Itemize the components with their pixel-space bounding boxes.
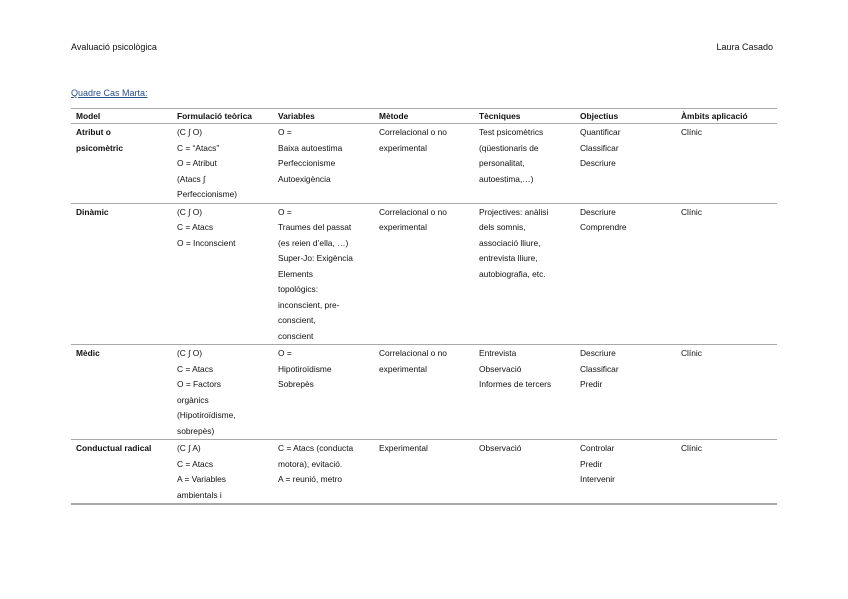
cell-line: Atribut o: [76, 127, 111, 137]
cell-line: Predir: [580, 379, 603, 389]
cell-line: Elements: [278, 268, 313, 279]
cell-line: Intervenir: [580, 474, 615, 484]
cell-line: Classificar: [580, 142, 619, 153]
cell-line: inconscient, pre-: [278, 299, 340, 310]
cell-objectius: [575, 345, 676, 440]
cell-line: Clínic: [681, 443, 702, 453]
cell-line: (C ∫ O): [177, 206, 203, 217]
column-header-ambits: Àmbits aplicació: [676, 109, 777, 124]
cell-line: Correlacional o no: [379, 206, 447, 217]
cell-line: Clínic: [681, 206, 702, 217]
cell-line: Super-Jo: Exigència: [278, 253, 353, 263]
cell-line: (C ∫ A): [177, 443, 201, 453]
table-row: [71, 345, 777, 440]
cell-line: Sobrepès: [278, 379, 314, 389]
column-header-formulacio: Formulació teòrica: [172, 109, 273, 124]
cell-line: (Atacs ∫: [177, 173, 206, 184]
column-header-model: Model: [71, 109, 172, 124]
cell-line: Perfeccionisme: [278, 158, 336, 168]
cell-line: conscient,: [278, 315, 316, 325]
cell-tecniques: [474, 203, 575, 345]
table-row: [71, 203, 777, 345]
cell-line: Informes de tercers: [479, 379, 552, 389]
cell-line: Comprendre: [580, 222, 627, 232]
cell-line: Dinàmic: [76, 206, 109, 217]
cell-model: [71, 124, 172, 204]
cell-line: Controlar: [580, 443, 615, 453]
cell-formulacio: [172, 124, 273, 204]
cell-line: sobrepès): [177, 425, 215, 436]
cell-line: (Hipotiroïdisme,: [177, 410, 236, 420]
cell-metode: [374, 203, 474, 345]
cell-line: entrevista lliure,: [479, 253, 538, 263]
cell-objectius: [575, 203, 676, 345]
cell-line: conscient: [278, 330, 314, 341]
cell-line: motora), evitació.: [278, 458, 343, 469]
header-title: Avaluació psicològica: [71, 42, 157, 52]
header-author: Laura Casado: [716, 42, 773, 52]
cell-line: A = reunió, metro: [278, 474, 343, 484]
cell-metode: [374, 124, 474, 204]
cell-line: (qüestionaris de: [479, 142, 539, 153]
cell-line: Quantificar: [580, 127, 621, 137]
cell-tecniques: [474, 345, 575, 440]
cell-line: O = Atribut: [177, 158, 217, 168]
cell-line: (C ∫ O): [177, 127, 203, 137]
cell-line: dels somnis,: [479, 222, 526, 232]
cell-line: C = “Atacs”: [177, 142, 220, 153]
cell-line: Clínic: [681, 348, 702, 358]
cell-line: ambientals i: [177, 489, 222, 500]
cell-line: A = Variables: [177, 474, 226, 484]
cell-variables: [273, 124, 374, 204]
cell-line: Descriure: [580, 206, 616, 217]
cell-variables: [273, 345, 374, 440]
cell-line: C = Atacs (conducta: [278, 443, 354, 453]
cell-line: psicomètric: [76, 142, 124, 153]
cell-metode: [374, 440, 474, 505]
table-caption: Quadre Cas Marta:: [71, 88, 148, 98]
cell-line: experimental: [379, 363, 427, 374]
column-header-variables: Variables: [273, 109, 374, 124]
cell-line: O =: [278, 127, 292, 137]
cell-line: O = Inconscient: [177, 237, 236, 248]
cell-line: (C ∫ O): [177, 348, 203, 358]
column-header-tecniques: Tècniques: [474, 109, 575, 124]
cell-line: Classificar: [580, 363, 619, 374]
cell-line: Entrevista: [479, 348, 517, 358]
column-header-objectius: Objectius: [575, 109, 676, 124]
cases-table: [71, 108, 777, 505]
cell-tecniques: [474, 124, 575, 204]
cell-ambits: [676, 203, 777, 345]
cell-line: O =: [278, 348, 292, 358]
cell-formulacio: [172, 203, 273, 345]
cell-line: C = Atacs: [177, 222, 214, 232]
cell-ambits: [676, 440, 777, 505]
cell-line: Projectives: anàlisi: [479, 206, 549, 217]
table-row: [71, 440, 777, 505]
cell-line: Perfeccionisme): [177, 189, 238, 199]
cell-line: Mèdic: [76, 348, 100, 358]
cell-formulacio: [172, 440, 273, 505]
cell-line: C = Atacs: [177, 363, 214, 374]
cell-line: Clínic: [681, 127, 702, 137]
cell-line: associació lliure,: [479, 237, 541, 248]
cell-line: personalitat,: [479, 158, 525, 168]
table-row: [71, 124, 777, 204]
cell-line: Autoexigència: [278, 173, 331, 184]
cell-line: Conductual radical: [76, 443, 152, 453]
cell-line: Descriure: [580, 348, 616, 358]
cell-ambits: [676, 124, 777, 204]
cell-objectius: [575, 440, 676, 505]
cell-line: Observació: [479, 363, 522, 374]
cell-line: Correlacional o no: [379, 348, 447, 358]
cell-line: (es reien d’ella, …): [278, 237, 349, 248]
cell-line: O = Factors: [177, 379, 221, 389]
cell-line: Observació: [479, 443, 522, 453]
cell-line: orgànics: [177, 394, 209, 405]
cell-line: Predir: [580, 458, 603, 469]
cell-line: Hipotiroïdisme: [278, 363, 332, 374]
cell-line: Baixa autoestima: [278, 142, 343, 153]
cell-objectius: [575, 124, 676, 204]
cell-line: Correlacional o no: [379, 127, 447, 137]
cell-line: O =: [278, 206, 292, 217]
cell-line: Descriure: [580, 158, 616, 168]
cell-line: Traumes del passat: [278, 222, 352, 232]
cell-metode: [374, 345, 474, 440]
table-header-row: [71, 109, 777, 124]
cell-line: Test psicomètrics: [479, 127, 544, 137]
cell-formulacio: [172, 345, 273, 440]
cell-line: experimental: [379, 222, 427, 232]
cell-line: autoestima,…): [479, 173, 534, 184]
cell-ambits: [676, 345, 777, 440]
column-header-metode: Mètode: [374, 109, 474, 124]
cell-line: topològics:: [278, 284, 319, 294]
cell-variables: [273, 203, 374, 345]
cell-line: experimental: [379, 142, 427, 153]
cell-model: [71, 203, 172, 345]
cell-tecniques: [474, 440, 575, 505]
cell-line: C = Atacs: [177, 458, 214, 469]
cell-line: autobiografia, etc.: [479, 268, 546, 279]
cell-variables: [273, 440, 374, 505]
cell-model: [71, 345, 172, 440]
cell-line: Experimental: [379, 443, 428, 453]
cell-model: [71, 440, 172, 505]
